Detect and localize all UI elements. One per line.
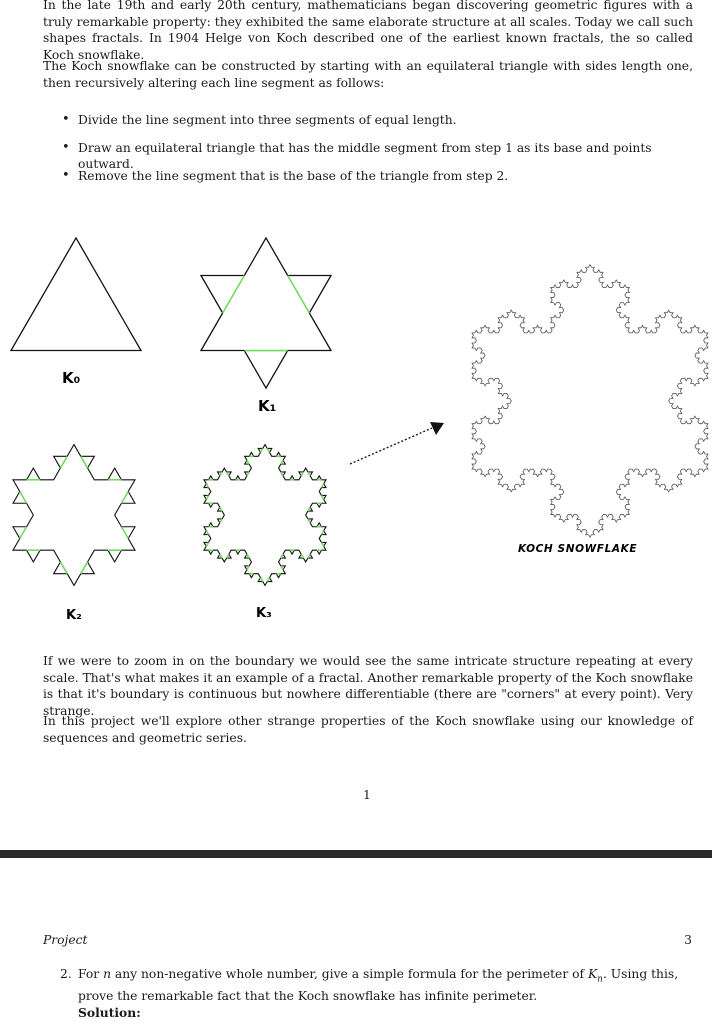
removed-base-segment <box>227 554 229 558</box>
removed-base-segment <box>321 495 323 499</box>
removed-base-segment <box>321 484 323 488</box>
problem-number: 2. <box>60 967 72 981</box>
page-number: 1 <box>363 788 371 802</box>
step-item: • Divide the line segment into three segments of equal length. <box>62 112 702 140</box>
label-koch-snowflake: KOCH SNOWFLAKE <box>518 543 638 555</box>
removed-base-segment <box>281 554 283 558</box>
removed-base-segment <box>60 562 67 574</box>
removed-base-segment <box>206 495 208 499</box>
removed-base-segment <box>206 542 208 546</box>
removed-base-segment <box>281 472 283 476</box>
removed-base-segment <box>308 472 310 476</box>
removed-base-segment <box>301 554 303 558</box>
removed-base-segment <box>220 507 222 511</box>
k1-outline <box>201 238 331 388</box>
removed-base-segment <box>321 542 323 546</box>
removed-base-segment <box>308 507 310 511</box>
removed-base-segment <box>281 566 283 570</box>
removed-base-segment <box>220 519 222 523</box>
removed-base-segment <box>260 448 262 452</box>
removed-base-segment <box>220 554 222 558</box>
removed-base-segment <box>321 531 323 535</box>
koch-snowflake-shape <box>472 265 708 538</box>
label-k3: K₃ <box>256 606 272 621</box>
k3-outline <box>204 445 326 586</box>
step-item: • Remove the line segment that is the base of the triangle from step 2. <box>62 168 702 196</box>
page-separator <box>0 850 712 858</box>
removed-base-segment <box>247 472 249 476</box>
removed-base-segment <box>301 472 303 476</box>
k0-triangle <box>11 238 141 351</box>
problem-2 <box>60 966 694 1004</box>
zoom-paragraph: If we were to zoom in on the boundary we would see the same intricate structure repeating at every scale. That's what makes it an example of a fractal. Another remarkable property of the Koch snowflake is that it's boundary is continuous but nowhere differentiable (there are "corners" at every point). Very strange. <box>43 654 693 718</box>
removed-base-segment <box>267 448 269 452</box>
removed-base-segment <box>121 527 128 539</box>
removed-base-segment <box>267 578 269 582</box>
problem-text: For n any non-negative whole number, give a simple formula for the perimeter of $K_n$. Using this, prove the remarkable fact that the Koch snowflake has infinite perimeter. <box>78 967 679 1003</box>
construction-steps <box>62 112 702 196</box>
removed-base-segment <box>288 275 310 313</box>
removed-base-segment <box>20 527 27 539</box>
removed-base-segment <box>308 554 310 558</box>
removed-base-segment <box>206 484 208 488</box>
running-head: Project <box>43 933 88 947</box>
removed-base-segment <box>206 531 208 535</box>
removed-base-segment <box>20 492 27 504</box>
removed-base-segment <box>81 456 88 468</box>
k0-outline <box>11 238 141 351</box>
removed-base-segment <box>247 566 249 570</box>
removed-base-segment <box>121 492 128 504</box>
koch-figure <box>0 225 712 625</box>
removed-base-segment <box>247 554 249 558</box>
k2-outline <box>13 445 135 586</box>
removed-base-segment <box>260 578 262 582</box>
removed-base-segment <box>223 275 245 313</box>
k3-shape <box>204 445 326 586</box>
step-item: • Draw an equilateral triangle that has the middle segment from step 1 as its base and points outward. <box>62 140 702 168</box>
removed-base-segment <box>60 456 67 468</box>
k1-star <box>201 238 331 388</box>
intro-paragraph: In the late 19th and early 20th century, mathematicians began discovering geometric figures with a truly remarkable property: they exhibited the same elaborate structure at all scales. Today we call such shapes fractals. In 1904 Helge von Koch described one of the earliest known fractals, the so called Koch snowflake. <box>43 0 693 62</box>
removed-base-segment <box>247 460 249 464</box>
k2-shape <box>13 445 135 586</box>
removed-base-segment <box>308 519 310 523</box>
solution-label: Solution: <box>78 1005 141 1020</box>
dotted-arrow-line <box>350 428 432 464</box>
label-k2: K₂ <box>66 608 82 623</box>
project-paragraph: In this project we'll explore other strange properties of the Koch snowflake using our knowledge of sequences and geometric series. <box>43 714 693 745</box>
label-k1: K₁ <box>258 397 277 415</box>
label-k0: K₀ <box>62 369 81 387</box>
construction-paragraph: The Koch snowflake can be constructed by starting with an equilateral triangle with sides length one, then recursively altering each line segment as follows: <box>43 59 693 90</box>
removed-base-segment <box>81 562 88 574</box>
removed-base-segment <box>281 460 283 464</box>
removed-base-segment <box>220 472 222 476</box>
kinf-outline <box>472 265 708 538</box>
removed-base-segment <box>227 472 229 476</box>
next-page-number: 3 <box>684 933 692 947</box>
